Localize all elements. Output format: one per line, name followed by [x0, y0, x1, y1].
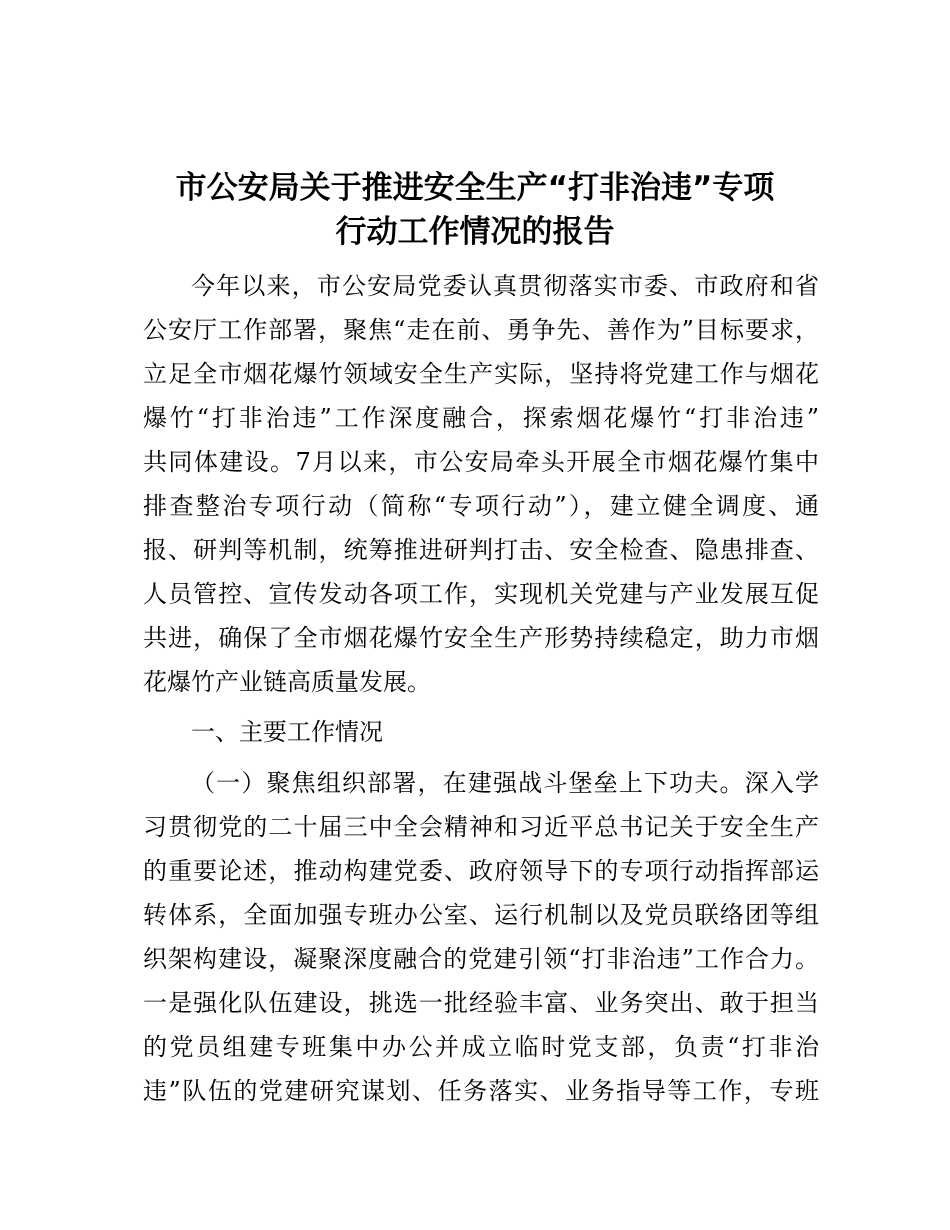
section-1-line-7: 的党员组建专班集中办公并成立临时党支部，负责“打非治 — [143, 1033, 819, 1061]
intro-line-1: 今年以来，市公安局党委认真贯彻落实市委、市政府和省 — [191, 272, 819, 300]
intro-line-4: 爆竹“打非治违”工作深度融合，探索烟花爆竹“打非治违” — [143, 404, 819, 432]
section-1-line-4: 转体系，全面加强专班办公室、运行机制以及党员联络团等组 — [143, 901, 819, 929]
intro-line-9: 共进，确保了全市烟花爆竹安全生产形势持续稳定，助力市烟 — [143, 624, 819, 652]
section-1-line-8: 违”队伍的党建研究谋划、任务落实、业务指导等工作，专班 — [143, 1077, 819, 1105]
document-title-line-2: 行动工作情况的报告 — [335, 214, 615, 250]
section-1-line-6: 一是强化队伍建设，挑选一批经验丰富、业务突出、敢于担当 — [143, 989, 819, 1017]
intro-line-8: 人员管控、宣传发动各项工作，实现机关党建与产业发展互促 — [143, 580, 819, 608]
section-1-line-5: 织架构建设，凝聚深度融合的党建引领“打非治违”工作合力。 — [143, 945, 819, 973]
intro-line-10: 花爆竹产业链高质量发展。 — [143, 668, 431, 696]
intro-line-6: 排查整治专项行动（简称“专项行动”），建立健全调度、通 — [143, 492, 819, 520]
intro-line-7: 报、研判等机制，统筹推进研判打击、安全检查、隐患排查、 — [143, 536, 819, 564]
section-1-line-1: （一）聚焦组织部署，在建强战斗堡垒上下功夫。深入学 — [191, 769, 819, 797]
section-1-line-3: 的重要论述，推动构建党委、政府领导下的专项行动指挥部运 — [143, 857, 819, 885]
section-1-line-2: 习贯彻党的二十届三中全会精神和习近平总书记关于安全生产 — [143, 813, 819, 841]
section-1-heading: 一、主要工作情况 — [191, 718, 383, 746]
intro-line-5: 共同体建设。7月以来，市公安局牵头开展全市烟花爆竹集中 — [143, 448, 819, 476]
document-title-line-1: 市公安局关于推进安全生产“打非治违”专项 — [175, 170, 775, 206]
intro-line-2: 公安厅工作部署，聚焦“走在前、勇争先、善作为”目标要求， — [143, 316, 819, 344]
intro-line-3: 立足全市烟花爆竹领域安全生产实际，坚持将党建工作与烟花 — [143, 360, 819, 388]
